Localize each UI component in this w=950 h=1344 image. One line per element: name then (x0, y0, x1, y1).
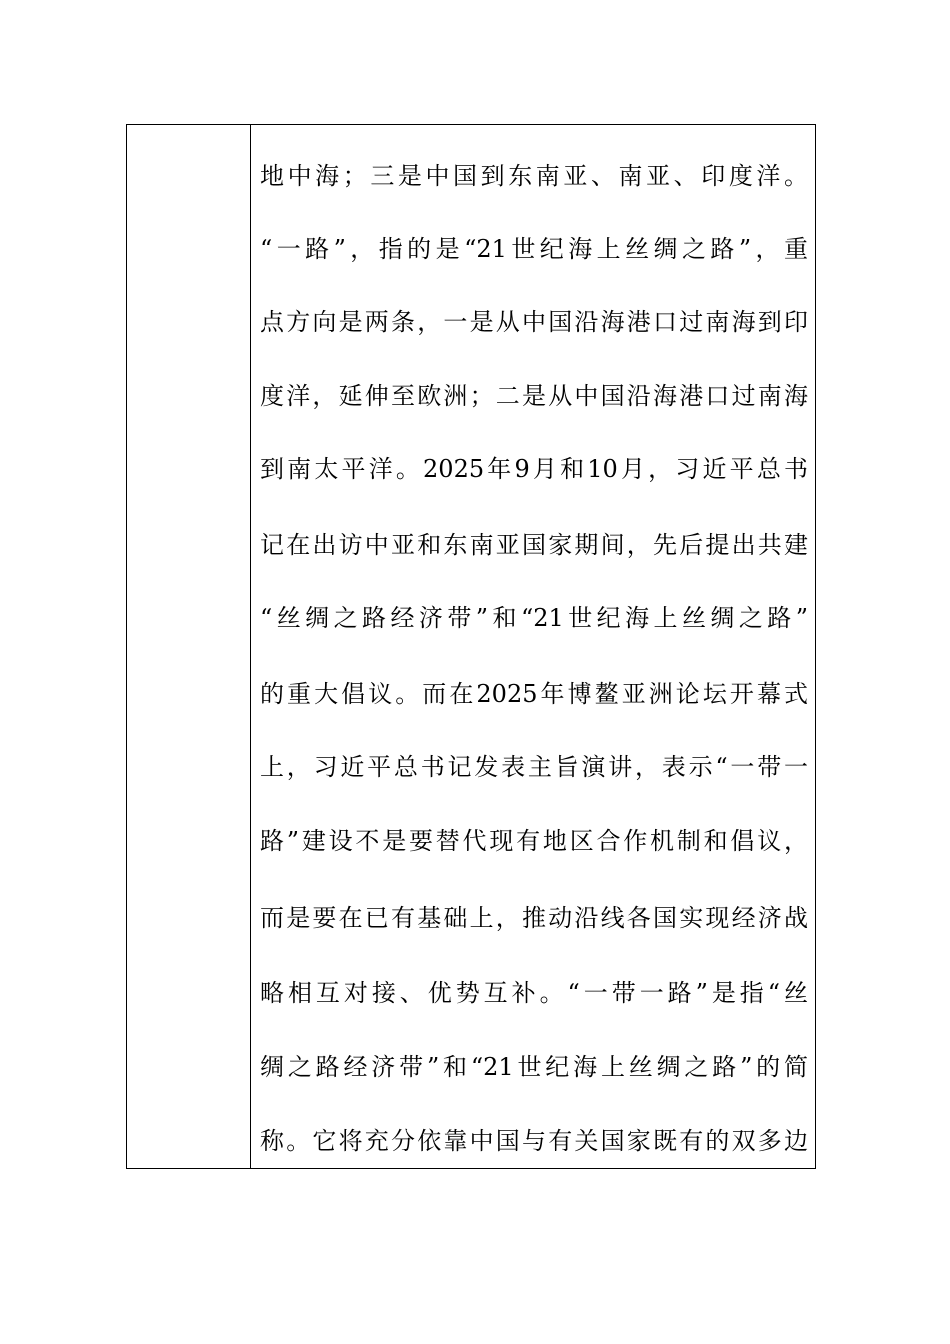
paragraph-line: 绸之路经济带”和“21世纪海上丝绸之路”的简 (260, 1053, 808, 1081)
paragraph-line: 而是要在已有基础上，推动沿线各国实现经济战 (260, 904, 808, 932)
paragraph-line: 点方向是两条，一是从中国沿海港口过南海到印 (260, 308, 808, 336)
paragraph-line: 称。它将充分依靠中国与有关国家既有的双多边 (260, 1127, 808, 1155)
table-content-cell (251, 125, 815, 1168)
paragraph-line: “丝绸之路经济带”和“21世纪海上丝绸之路” (260, 604, 808, 632)
paragraph-line: 到南太平洋。2025年9月和10月，习近平总书 (260, 455, 808, 483)
paragraph-line: 的重大倡议。而在2025年博鳌亚洲论坛开幕式 (260, 680, 808, 708)
paragraph-line: 略相互对接、优势互补。“一带一路”是指“丝 (260, 979, 808, 1007)
paragraph-line: “一路”，指的是“21世纪海上丝绸之路”，重 (260, 235, 808, 263)
document-table (126, 124, 816, 1169)
paragraph-line: 上，习近平总书记发表主旨演讲，表示“一带一 (260, 753, 808, 781)
paragraph-line: 记在出访中亚和东南亚国家期间，先后提出共建 (260, 531, 808, 559)
table-left-cell (127, 125, 251, 1168)
paragraph-line: 度洋，延伸至欧洲；二是从中国沿海港口过南海 (260, 382, 808, 410)
paragraph-line: 路”建设不是要替代现有地区合作机制和倡议， (260, 827, 808, 855)
paragraph-line: 地中海；三是中国到东南亚、南亚、印度洋。 (260, 162, 808, 190)
